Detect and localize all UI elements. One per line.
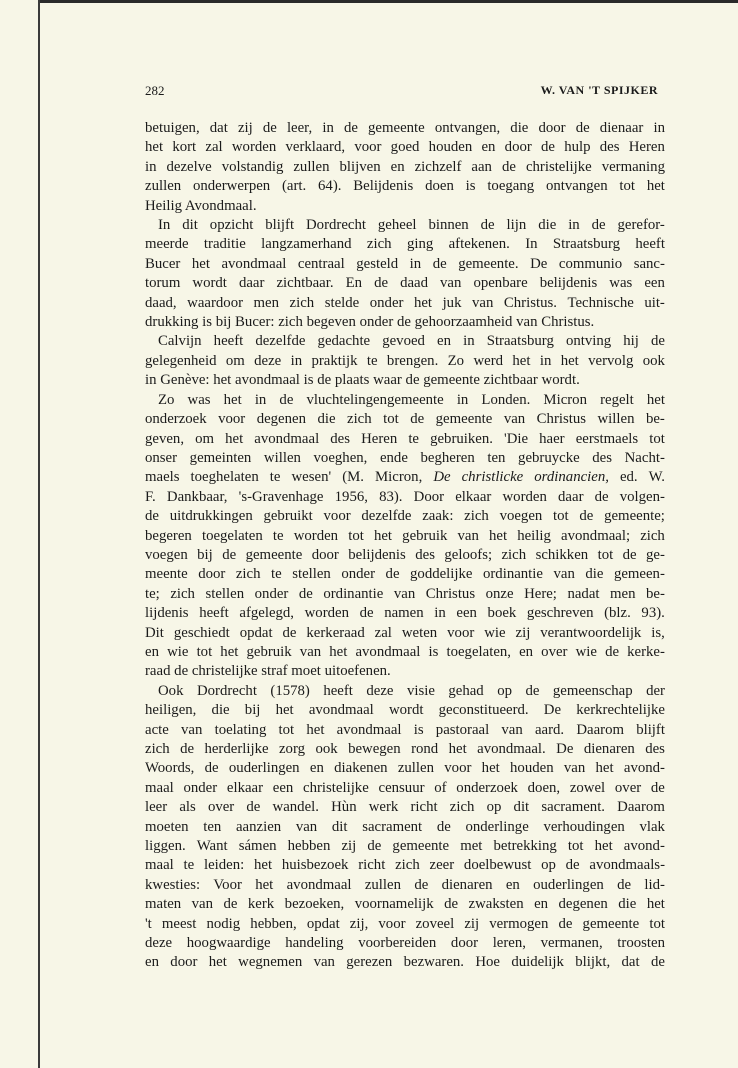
- text-line: voegen bij de gemeente door belijdenis des geloofs; zich schikken tot de ge-: [145, 546, 665, 563]
- text-line: moeten ten aanzien van dit sacrament de onderlinge verhoudingen vlak: [145, 818, 665, 835]
- text-line: F. Dankbaar, 's-Gravenhage 1956, 83). Door elkaar worden daar de volgen-: [145, 488, 665, 505]
- text-line: zullen onderwerpen (art. 64). Belijdenis doen is toegang ontvangen tot het: [145, 178, 665, 195]
- text-line: het kort zal worden verklaard, voor goed houden en door de hulp des Heren: [145, 139, 665, 156]
- text-line: Heilig Avondmaal.: [145, 197, 257, 214]
- text-line: Dit geschiedt opdat de kerkeraad zal weten voor wie zij verantwoordelijk is,: [145, 624, 665, 641]
- text-line: Calvijn heeft dezelfde gedachte gevoed en in Straatsburg ontving hij de: [158, 333, 665, 350]
- paragraph: [145, 682, 665, 973]
- text-line: Ook Dordrecht (1578) heeft deze visie gehad op de gemeenschap der: [158, 682, 665, 699]
- text-line: deze hoogwaardige handeling voorbereiden door leren, vermanen, troosten: [145, 935, 665, 952]
- text-line: gelegenheid om deze in praktijk te brengen. Zo werd het in het vervolg ook: [145, 352, 665, 369]
- text-line: geven, om het avondmaal des Heren te gebruiken. 'Die haer eerstmaels tot: [145, 430, 665, 447]
- text-line: en wie tot het gebruik van het avondmaal is toegelaten, en over wie de kerke-: [145, 643, 665, 660]
- paragraph: [145, 332, 665, 390]
- text-line: onser gemeinten willen voeghen, ende begheren ten gebruycke des Nacht-: [145, 449, 665, 466]
- text-line: maels toeghelaten te wesen' (M. Micron, De christlicke ordinancien, ed. W.: [145, 469, 665, 486]
- text-line: betuigen, dat zij de leer, in de gemeente ontvangen, die door de dienaar in: [145, 120, 665, 136]
- paragraph: [145, 391, 665, 682]
- text-line: raad de christelijke straf moet uitoefenen.: [145, 663, 391, 680]
- text-line: kwesties: Voor het avondmaal zullen de dienaren en ouderlingen de lid-: [145, 876, 665, 893]
- text-line: In dit opzicht blijft Dordrecht geheel binnen de lijn die in de gerefor-: [158, 217, 665, 234]
- text-line: Woords, de ouderlingen en diakenen zullen voor het houden van het avond-: [145, 760, 665, 777]
- text-line: acte van toelating tot het avondmaal is pastoraal van aard. Daarom blijft: [145, 721, 665, 738]
- text-line: in dezelve volstandig zullen blijven en zichzelf aan de christelijke vermaning: [145, 158, 665, 175]
- text-line: maal onder elkaar een christelijke censuur of onderzoek doen, zowel over de: [145, 779, 665, 796]
- text-line: heiligen, die bij het avondmaal wordt geconstitueerd. De kerkrechtelijke: [145, 702, 665, 719]
- text-line: te; zich stellen onder de ordinantie van Christus onze Here; nadat men be-: [145, 585, 665, 602]
- text-line: onderzoek voor degenen die zich tot de gemeente van Christus willen be-: [145, 411, 665, 428]
- text-line: daad, waardoor men zich stelde onder het juk van Christus. Technische uit-: [145, 294, 665, 311]
- text-line: in Genève: het avondmaal is de plaats waar de gemeente zichtbaar wordt.: [145, 372, 580, 389]
- text-line: liggen. Want sámen hebben zij de gemeente met betrekking tot het avond-: [145, 838, 665, 855]
- text-line: torum wordt daar zichtbaar. En de daad van openbare belijdenis was een: [145, 275, 665, 292]
- text-line: meerde traditie langzamerhand zich ging aftekenen. In Straatsburg heeft: [145, 236, 665, 253]
- paragraph: [145, 119, 665, 216]
- text-line: de uitdrukkingen gebruikt voor dezelfde zaak: zich voegen tot de gemeente;: [145, 508, 665, 525]
- text-line: en door het wegnemen van gerezen bezwaren. Hoe duidelijk blijkt, dat de: [145, 954, 665, 971]
- text-line: maal te leiden: het huisbezoek richt zich zeer doelbewust op de avondmaals-: [145, 857, 665, 874]
- text-line: Zo was het in de vluchtelingengemeente in Londen. Micron regelt het: [158, 391, 665, 408]
- page-number: 282: [145, 83, 165, 98]
- body-text: [145, 119, 665, 973]
- text-line: drukking is bij Bucer: zich begeven onder de gehoorzaamheid van Christus.: [145, 314, 595, 331]
- text-line: maten van de kerk bezoeken, voornamelijk de zwaksten en degenen die het: [145, 896, 665, 913]
- text-line: 't meest nodig hebben, opdat zij, voor zoveel zij vermogen de gemeente tot: [145, 915, 665, 932]
- text-line: lijdenis heeft afgelegd, worden de namen in een boek geschreven (blz. 93).: [145, 605, 665, 622]
- text-line: meente door zich te stellen onder de goddelijke ordinantie van die gemeen-: [145, 566, 665, 583]
- text-line: Bucer het avondmaal centraal gesteld in de gemeente. De communio sanc-: [145, 255, 665, 272]
- page-left-edge: [38, 0, 40, 1068]
- page-top-edge: [38, 0, 738, 3]
- paragraph: [145, 216, 665, 332]
- text-line: begeren toegelaten te worden tot het gebruik van het heilig avondmaal; zich: [145, 527, 665, 544]
- running-head: W. VAN 'T SPIJKER: [540, 83, 658, 97]
- text-line: zich de herderlijke zorg ook bewegen rond het avondmaal. De dienaren des: [145, 741, 665, 757]
- text-line: leer als over de wandel. Hùn werk richt zich op dit sacrament. Daarom: [145, 799, 665, 816]
